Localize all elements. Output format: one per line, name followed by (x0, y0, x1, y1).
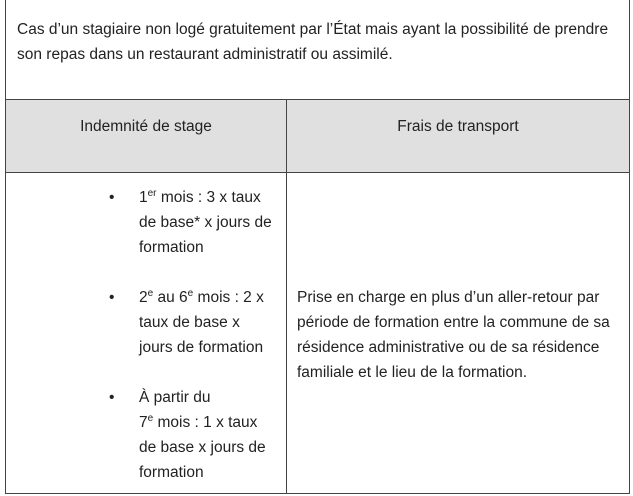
list-item (6, 385, 286, 485)
list-item-text (139, 185, 281, 260)
list-item-line: taux de base x (139, 314, 240, 331)
transport-description (297, 285, 627, 385)
bullet-icon: • (109, 389, 115, 406)
header-frais-de-transport: Frais de transport (397, 118, 519, 135)
transport-line: Prise en charge en plus d’un aller-retour par (297, 289, 600, 306)
list-item (6, 185, 286, 260)
list-item-line: de base* x jours de (139, 214, 272, 231)
list-item-line: 2e au 6e mois : 2 x (139, 287, 264, 306)
list-item-line: 7e mois : 1 x taux (139, 412, 258, 431)
transport-line: résidence administrative ou de sa résidence (297, 339, 600, 356)
transport-cell (287, 173, 629, 493)
header-indemnite-de-stage: Indemnité de stage (80, 118, 212, 135)
list-item (6, 285, 286, 360)
list-item-line: À partir du (139, 389, 211, 406)
list-item-line: 1er mois : 3 x taux (139, 187, 261, 206)
intro-line-1: Cas d’un stagiaire non logé gratuitement par l’État mais ayant la possibilité de prendre (17, 21, 609, 38)
list-item-text (139, 385, 281, 485)
bullet-icon: • (109, 189, 115, 206)
list-item-line: jours de formation (139, 339, 264, 356)
list-item-text (139, 285, 281, 360)
list-item-line: de base x jours de (139, 439, 266, 456)
bullet-icon: • (109, 289, 115, 306)
intro-line-2: son repas dans un restaurant administratif ou assimilé. (17, 46, 393, 63)
table-header-row (6, 100, 629, 173)
list-item-line: formation (139, 464, 204, 481)
indemnite-cell (6, 173, 286, 493)
list-item-line: formation (139, 239, 204, 256)
document-frame (5, 0, 630, 494)
transport-line: familiale et le lieu de la formation. (297, 364, 528, 381)
intro-paragraph (6, 0, 629, 100)
transport-line: période de formation entre la commune de sa (297, 314, 610, 331)
